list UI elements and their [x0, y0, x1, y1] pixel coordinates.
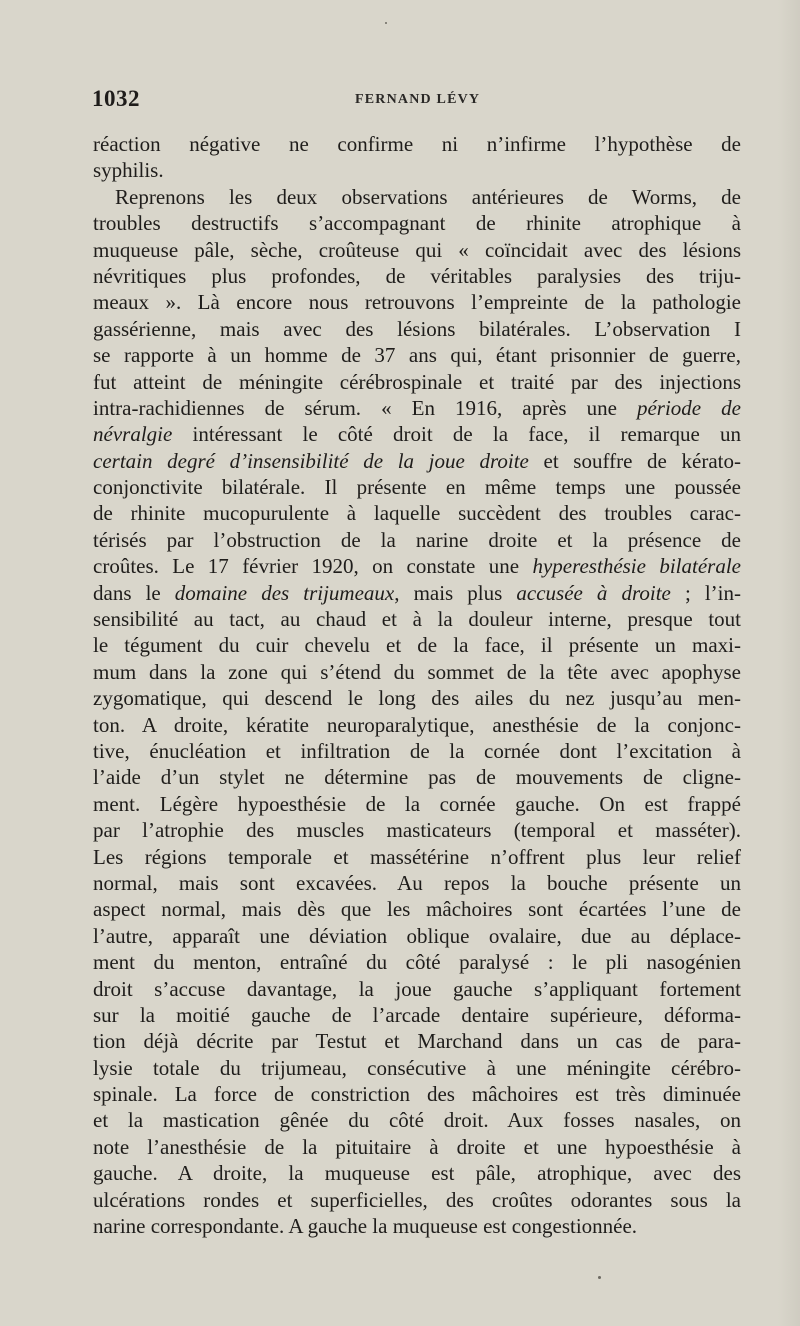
text-segment: troubles destructifs s’accompagnant de rhinite atrophique à — [93, 211, 741, 236]
text-line — [93, 448, 741, 474]
text-line — [93, 764, 741, 790]
text-segment: ment du menton, entraîné du côté paralysé : le pli nasogénien — [93, 950, 741, 975]
text-segment: l’autre, apparaît une déviation oblique ovalaire, due au déplace- — [93, 923, 741, 948]
text-segment: ton. A droite, kératite neuroparalytique, anesthésie de la conjonc- — [93, 712, 741, 737]
text-line — [93, 474, 741, 500]
text-line — [93, 685, 741, 711]
text-segment: Reprenons les deux observations antérieures de Worms, de — [115, 184, 741, 209]
italic-text: hyperesthésie bilatérale — [532, 554, 741, 579]
text-segment: aspect normal, mais dès que les mâchoires sont écartées l’une de — [93, 897, 741, 922]
text-segment: note l’anesthésie de la pituitaire à droite et une hypoesthésie à — [93, 1134, 741, 1159]
text-line — [93, 817, 741, 843]
text-line — [93, 1002, 741, 1028]
text-line — [93, 1134, 741, 1160]
page-number: 1032 — [92, 86, 140, 111]
text-segment: intra-rachidiennes de sérum. « En 1916, après une — [93, 395, 637, 420]
text-segment: lysie totale du trijumeau, consécutive à une méningite cérébro- — [93, 1055, 741, 1080]
text-line — [93, 421, 741, 447]
text-segment: zygomatique, qui descend le long des ailes du nez jusqu’au men- — [93, 686, 741, 711]
text-line — [93, 1055, 741, 1081]
text-line — [93, 184, 741, 210]
text-line — [93, 1028, 741, 1054]
text-segment: ment. Légère hypoesthésie de la cornée gauche. On est frappé — [93, 791, 741, 816]
text-line — [93, 632, 741, 658]
body-text — [93, 131, 741, 1239]
text-segment: et souffre de kérato- — [528, 448, 741, 473]
text-segment: ulcérations rondes et superficielles, des croûtes odorantes sous la — [93, 1187, 741, 1212]
text-segment: de rhinite mucopurulente à laquelle succèdent des troubles carac- — [93, 501, 741, 526]
scan-speck — [385, 22, 387, 24]
italic-text: accusée à droite — [516, 580, 671, 605]
text-segment: névritiques plus profondes, de véritables paralysies des triju- — [93, 263, 741, 288]
text-segment: droit s’accuse davantage, la joue gauche s’appliquant fortement — [93, 976, 741, 1001]
text-line — [93, 712, 741, 738]
text-line — [93, 553, 741, 579]
text-segment: normal, mais sont excavées. Au repos la bouche présente un — [93, 870, 741, 895]
text-segment: térisés par l’obstruction de la narine droite et la présence de — [93, 527, 741, 552]
text-line — [93, 923, 741, 949]
text-segment: dans le — [93, 580, 175, 605]
text-line — [93, 1187, 741, 1213]
text-segment: se rapporte à un homme de 37 ans qui, étant prisonnier de guerre, — [93, 343, 741, 368]
text-segment: gauche. A droite, la muqueuse est pâle, atrophique, avec des — [93, 1161, 741, 1186]
page-edge-shadow — [778, 0, 800, 1326]
text-line — [93, 289, 741, 315]
text-segment: spinale. La force de constriction des mâchoires est très diminuée — [93, 1082, 741, 1107]
text-segment: et la mastication gênée du côté droit. Aux fosses nasales, on — [93, 1108, 741, 1133]
text-line — [93, 1213, 741, 1239]
text-segment: par l’atrophie des muscles masticateurs (temporal et masséter). — [93, 818, 741, 843]
text-line — [93, 527, 741, 553]
text-segment: mum dans la zone qui s’étend du sommet de la tête avec apophyse — [93, 659, 741, 684]
text-line — [93, 500, 741, 526]
text-line — [93, 580, 741, 606]
text-line — [93, 131, 741, 157]
text-line — [93, 316, 741, 342]
text-segment: fut atteint de méningite cérébrospinale et traité par des injections — [93, 369, 741, 394]
text-segment: conjonctivite bilatérale. Il présente en même temps une poussée — [93, 475, 741, 500]
text-segment: ; l’in- — [670, 580, 742, 605]
italic-text: domaine des trijumeaux — [174, 580, 395, 605]
text-line — [93, 237, 741, 263]
text-line — [93, 157, 741, 183]
text-segment: narine correspondante. A gauche la muqueuse est congestionnée. — [93, 1214, 638, 1239]
text-line — [93, 1081, 741, 1107]
text-line — [93, 659, 741, 685]
text-segment: croûtes. Le 17 février 1920, on constate une — [93, 554, 533, 579]
text-segment: le tégument du cuir chevelu et de la face, il présente un maxi- — [93, 633, 741, 658]
text-segment: gassérienne, mais avec des lésions bilatérales. L’observation I — [93, 316, 741, 341]
text-segment: sensibilité au tact, au chaud et à la douleur interne, presque tout — [93, 607, 741, 632]
text-segment: syphilis. — [93, 158, 164, 183]
text-segment: meaux ». Là encore nous retrouvons l’empreinte de la pathologie — [93, 290, 741, 315]
scan-speck — [598, 1276, 601, 1279]
text-line — [93, 949, 741, 975]
running-head — [92, 86, 742, 116]
text-line — [93, 369, 741, 395]
text-segment: réaction négative ne confirme ni n’infirme l’hypothèse de — [93, 132, 741, 156]
text-line — [93, 896, 741, 922]
text-segment: tion déjà décrite par Testut et Marchand dans un cas de para- — [93, 1029, 741, 1054]
text-line — [93, 606, 741, 632]
text-line — [93, 844, 741, 870]
text-line — [93, 870, 741, 896]
text-segment: muqueuse pâle, sèche, croûteuse qui « coïncidait avec des lésions — [93, 237, 741, 262]
text-line — [93, 210, 741, 236]
header-author: FERNAND LÉVY — [355, 92, 481, 107]
text-line — [93, 395, 741, 421]
text-segment: , mais plus — [394, 580, 517, 605]
italic-text: certain degré d’insensibilité de la joue droite — [93, 448, 529, 473]
italic-text: névralgie — [93, 422, 173, 447]
text-line — [93, 791, 741, 817]
text-line — [93, 738, 741, 764]
italic-text: période de — [636, 395, 741, 420]
text-line — [93, 263, 741, 289]
text-segment: tive, énucléation et infiltration de la cornée dont l’excitation à — [93, 738, 741, 763]
text-segment: intéressant le côté droit de la face, il remarque un — [172, 422, 741, 447]
text-line — [93, 976, 741, 1002]
text-line — [93, 342, 741, 368]
text-segment: Les régions temporale et massétérine n’offrent plus leur relief — [93, 844, 741, 869]
text-segment: l’aide d’un stylet ne détermine pas de mouvements de cligne- — [93, 765, 741, 790]
text-segment: sur la moitié gauche de l’arcade dentaire supérieure, déforma- — [93, 1002, 741, 1027]
text-line — [93, 1160, 741, 1186]
text-line — [93, 1107, 741, 1133]
